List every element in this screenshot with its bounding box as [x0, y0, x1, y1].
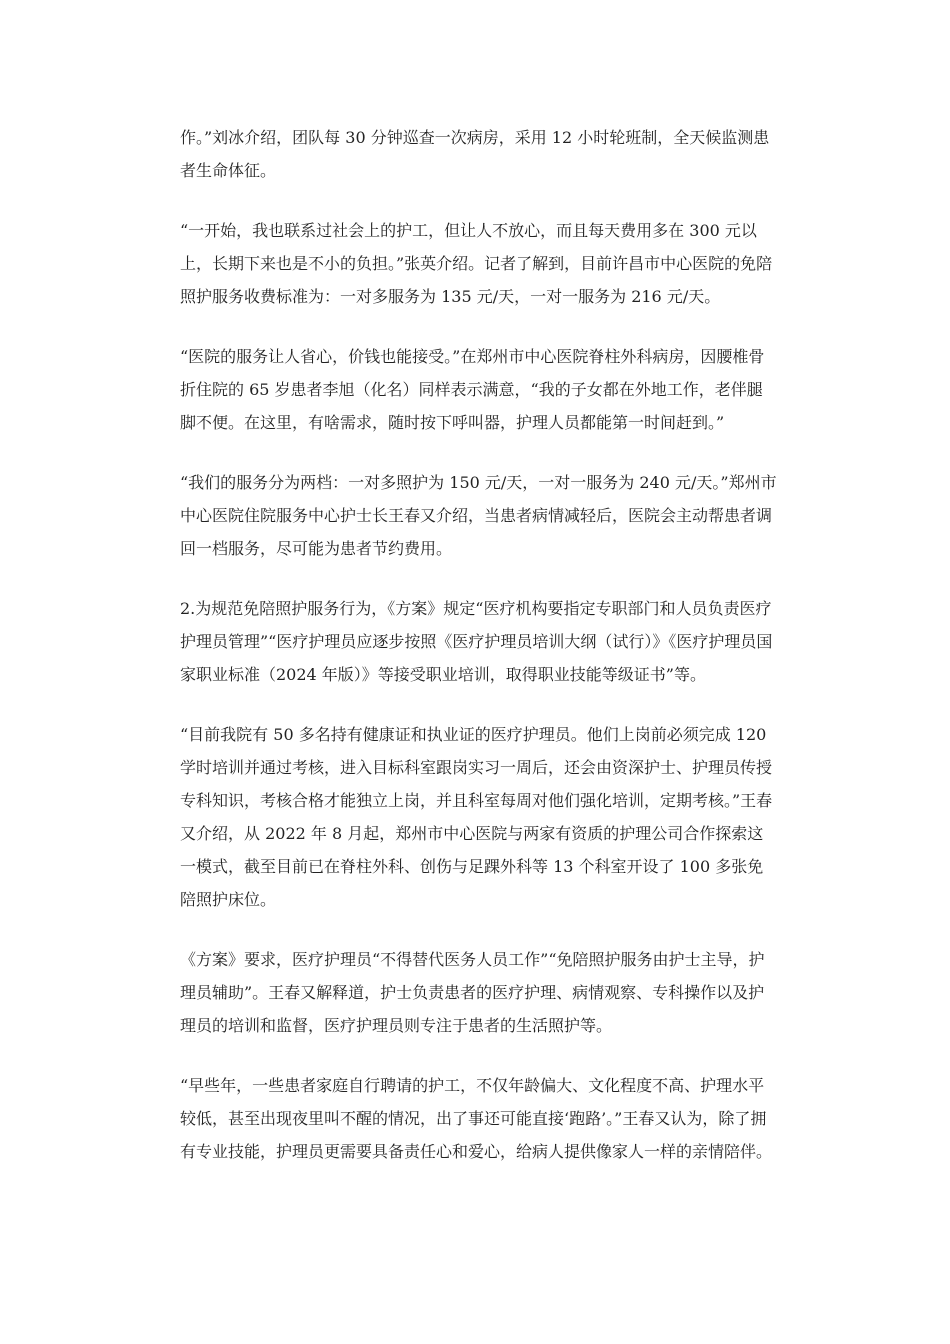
paragraph-7: 《方案》要求，医疗护理员“不得替代医务人员工作”“免陪照护服务由护士主导，护理员辅助”。王春又解释道，护士负责患者的医疗护理、病情观察、专科操作以及护理员的培训和监督，医疗护理员则专注于患者的生活照护等。 — [180, 950, 765, 1035]
paragraph-3: “医院的服务让人省心，价钱也能接受。”在郑州市中心医院脊柱外科病房，因腰椎骨折住院的 65 岁患者李旭（化名）同样表示满意，“我的子女都在外地工作，老伴腿脚不便。在这里，有啥需求，随时按下呼叫器，护理人员都能第一时间赶到。” — [180, 347, 765, 432]
paragraph-8: “早些年，一些患者家庭自行聘请的护工，不仅年龄偏大、文化程度不高、护理水平较低，甚至出现夜里叫不醒的情况，出了事还可能直接‘跑路’。”王春又认为，除了拥有专业技能，护理员更需要具备责任心和爱心，给病人提供像家人一样的亲情陪伴。 — [180, 1076, 773, 1161]
document-body — [180, 121, 778, 1195]
paragraph-4: “我们的服务分为两档：一对多照护为 150 元/天，一对一服务为 240 元/天。”郑州市中心医院住院服务中心护士长王春又介绍，当患者病情减轻后，医院会主动帮患者调回一档服务，尽可能为患者节约费用。 — [180, 473, 777, 558]
paragraph-6: “目前我院有 50 多名持有健康证和执业证的医疗护理员。他们上岗前必须完成 120 学时培训并通过考核，进入目标科室跟岗实习一周后，还会由资深护士、护理员传授专科知识，考核合格才能独立上岗，并且科室每周对他们强化培训，定期考核。”王春又介绍，从 2022 年 8 月起，郑州市中心医院与两家有资质的护理公司合作探索这一模式，截至目前已在脊柱外科、创伤与足踝外科等 13 个科室开设了 100 多张免陪照护床位。 — [180, 725, 773, 909]
paragraph-5: 2.为规范免陪照护服务行为，《方案》规定“医疗机构要指定专职部门和人员负责医疗护理员管理”“医疗护理员应逐步按照《医疗护理员培训大纲（试行）》《医疗护理员国家职业标准（2024 年版）》等接受职业培训，取得职业技能等级证书”等。 — [180, 599, 773, 684]
paragraph-1: 作。”刘冰介绍，团队每 30 分钟巡查一次病房，采用 12 小时轮班制，全天候监测患者生命体征。 — [180, 128, 770, 180]
paragraph-2: “一开始，我也联系过社会上的护工，但让人不放心，而且每天费用多在 300 元以上，长期下来也是不小的负担。”张英介绍。记者了解到，目前许昌市中心医院的免陪照护服务收费标准为：一对多服务为 135 元/天，一对一服务为 216 元/天。 — [180, 221, 773, 306]
